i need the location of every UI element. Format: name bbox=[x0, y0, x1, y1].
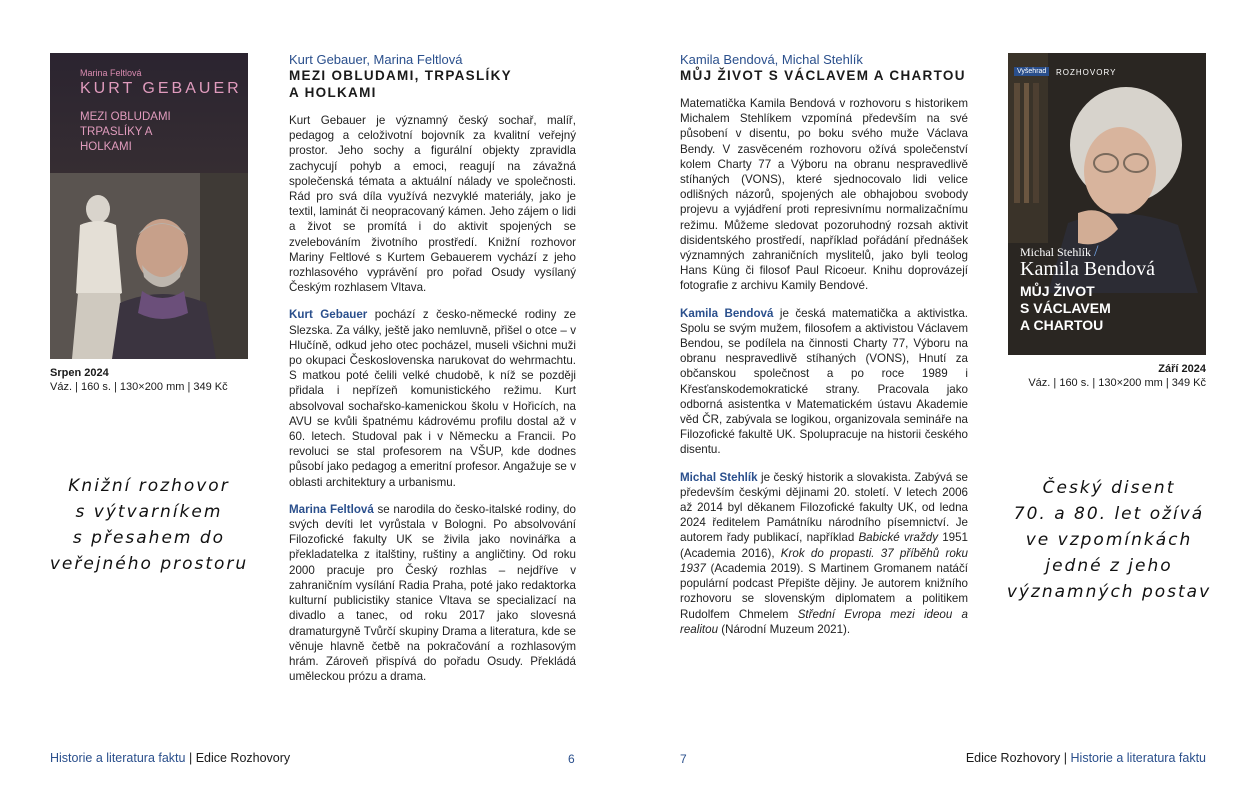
cover-title: MEZI OBLUDAMI TRPASLÍKY A HOLKAMI bbox=[80, 111, 171, 153]
right-book-date: Září 2024 bbox=[1158, 363, 1206, 375]
book-cover-gebauer bbox=[50, 53, 248, 359]
left-book-bio-coauthor: Marina Feltlová se narodila do česko-italské rodiny, do svých devíti let vyrůstala v Bologni. Po absolvování Filozofické fakulty UK se živila jako novinářka a překladatelka z italštiny, ruštiny a angličtiny. Od roku 2000 pracuje pro Český rozhlas – nejdříve v zahraničním vysílání Radia Praha, poté jako redaktorka kulturní publicistiky stanice Vltava se specializací na divadlo a tanec, od roku 2017 jako slovesná dramaturgyně Tvůrčí skupiny Drama a literatura, kde se věnuje hlavně četbě na pokračování a rozhlasovým hrám. Zároveň přispívá do pořadu Osudy. Překládá uměleckou prózu a drama. bbox=[289, 502, 577, 684]
footer-left-category: Historie a literatura faktu bbox=[50, 751, 186, 765]
page-number-right: 7 bbox=[680, 752, 687, 766]
book-cover-bendova bbox=[1008, 53, 1206, 355]
footer-left: Historie a literatura faktu | Edice Rozhovory bbox=[50, 751, 291, 765]
right-book-bio-coauthor: Michal Stehlík je český historik a slovakista. Zabývá se především českými dějinami 20. století. V letech 2006 až 2014 byl děkanem Filozofické fakulty UK, od ledna 2024 ředitelem Památníku národního písemnictví. Je autorem řady publikací, například Babické vraždy 1951 (Academia 2016), Krok do propasti. 37 příběhů roku 1937 (Academia 2019). S Martinem Gromanem natáčí populární podcast Přepište dějiny. Je autorem knižního rozhovoru se slovenským diplomatem a politikem Rudolfem Chmelem Střední Evropa mezi ideou a realitou (Národní Muzeum 2021). bbox=[680, 470, 969, 636]
left-book-quote: Knižní rozhovor s výtvarníkem s přesahem do veřejného prostoru bbox=[49, 476, 249, 574]
cover-coauthor: Marina Feltlová bbox=[80, 68, 142, 78]
footer-left-series: Edice Rozhovory bbox=[195, 751, 291, 765]
cover-author: Kamila Bendová bbox=[1020, 258, 1155, 280]
right-book-description: Matematička Kamila Bendová v rozhovoru s historikem Michalem Stehlíkem vzpomíná především na své působení v disentu, po boku svého muže Václava Bendy. V zasvěceném rozhovoru ožívá společenství kolem Charty 77 a Výboru na obranu nespravedlivě stíhaných (VONS), které sjednocovalo lidi velice odlišných názorů, spojených ale obhajobou svobody projevu a vyjádření proti represivnímu normalizačnímu režimu. Můžeme sledovat pozoruhodný rozsah aktivit disidentského prostředí, například pořádání přednášek významných zahraničních myslitelů, jako byli teolog Hans Küng či filosof Paul Ricoeur. Knihu doprovázejí fotografie z archivu Kamily Bendové. bbox=[680, 97, 968, 293]
right-book-title: MŮJ ŽIVOT S VÁCLAVEM A CHARTOU bbox=[680, 68, 966, 83]
right-book-text-column bbox=[680, 52, 968, 649]
cover-title: MŮJ ŽIVOT S VÁCLAVEM A CHARTOU bbox=[1020, 283, 1111, 333]
right-book-authors: Kamila Bendová, Michal Stehlík bbox=[680, 52, 863, 67]
right-book-body bbox=[680, 96, 968, 637]
left-book-authors: Kurt Gebauer, Marina Feltlová bbox=[289, 52, 463, 67]
left-book-date: Srpen 2024 bbox=[50, 367, 109, 379]
left-book-body bbox=[289, 113, 576, 684]
right-book-quote: Český disent 70. a 80. let ožívá ve vzpomínkách jedné z jeho významných postav bbox=[1006, 478, 1212, 602]
left-book-specs: Váz. | 160 s. | 130×200 mm | 349 Kč bbox=[50, 381, 228, 393]
footer-right-series: Edice Rozhovory bbox=[965, 751, 1061, 765]
cover-series: ROZHOVORY bbox=[1056, 68, 1117, 77]
left-book-text-column bbox=[289, 52, 576, 696]
left-book-description: Kurt Gebauer je významný český sochař, malíř, pedagog a celoživotní bojovník za kvalitní veřejný prostor. Jeho sochy a figurální objekty zpravidla zachycují pohyb a emoci, reagují na závažná společenská témata a aktuální nálady ve společnosti. Rád pro svá díla využívá nezvyklé materiály, jako je textil, laminát či neopracovaný kámen. Jeho zájem o lidi a život se promítá i do aktivit spojených se zvelebováním životního prostředí. Knižní rozhovor Mariny Feltlové s Kurtem Gebauerem vychází z jeho rozhlasového vyprávění pro pořad Osudy vysílaný Českým rozhlasem Vltava. bbox=[289, 114, 576, 295]
right-book-bio-author: Kamila Bendová je česká matematička a aktivistka. Spolu se svým mužem, filosofem a aktivistou Václavem Bendou, se podílela na činnosti Charty 77, Výboru na obranu nespravedlivě stíhaných (VONS), Hnutí za občanskou společnost a po roce 1989 i Křesťanskodemokratické strany. Pracovala jako odborná asistentka v Matematickém ústavu Akademie věd ČR, zabývala se logikou, organizovala semináře na Filozofické fakultě UK. Spolupracuje na historii českého disentu. bbox=[680, 306, 968, 457]
footer-right-category: Historie a literatura faktu bbox=[1070, 751, 1206, 765]
left-book-title: MEZI OBLUDAMI, TRPASLÍKY A HOLKAMI bbox=[289, 68, 512, 100]
cover-author: KURT GEBAUER bbox=[80, 80, 242, 97]
cover-publisher: Vyšehrad bbox=[1014, 67, 1049, 76]
left-book-bio-author: Kurt Gebauer pochází z česko-německé rodiny ze Slezska. Za války, ještě jako nemluvně, přišel o otce – v Hlučíně, odkud jeho otec pocházel, museli všichni muži po okupaci Československa narukovat do wehrmachtu. S matkou poté čelili velké chudobě, k níž se později přidala i nepřízeň komunistického režimu. Kurt absolvoval sochařsko-kamenickou školu v Hořicích, na AVU se kvůli špatnému kádrovému profilu dostal až v 60. letech. Studoval pak i v Německu a Francii. Po revoluci se stal profesorem na VŠUP, kde dodnes působí jako pedagog a emeritní profesor. Angažuje se v oblasti architektury a urbanismu. bbox=[289, 308, 576, 489]
footer-right: Edice Rozhovory | Historie a literatura faktu bbox=[965, 751, 1206, 765]
page-number-left: 6 bbox=[568, 752, 575, 766]
right-book-specs: Váz. | 160 s. | 130×200 mm | 349 Kč bbox=[1028, 377, 1206, 389]
cover-photo bbox=[50, 173, 248, 359]
cover-coauthor: Michal Stehlík / bbox=[1020, 243, 1099, 260]
